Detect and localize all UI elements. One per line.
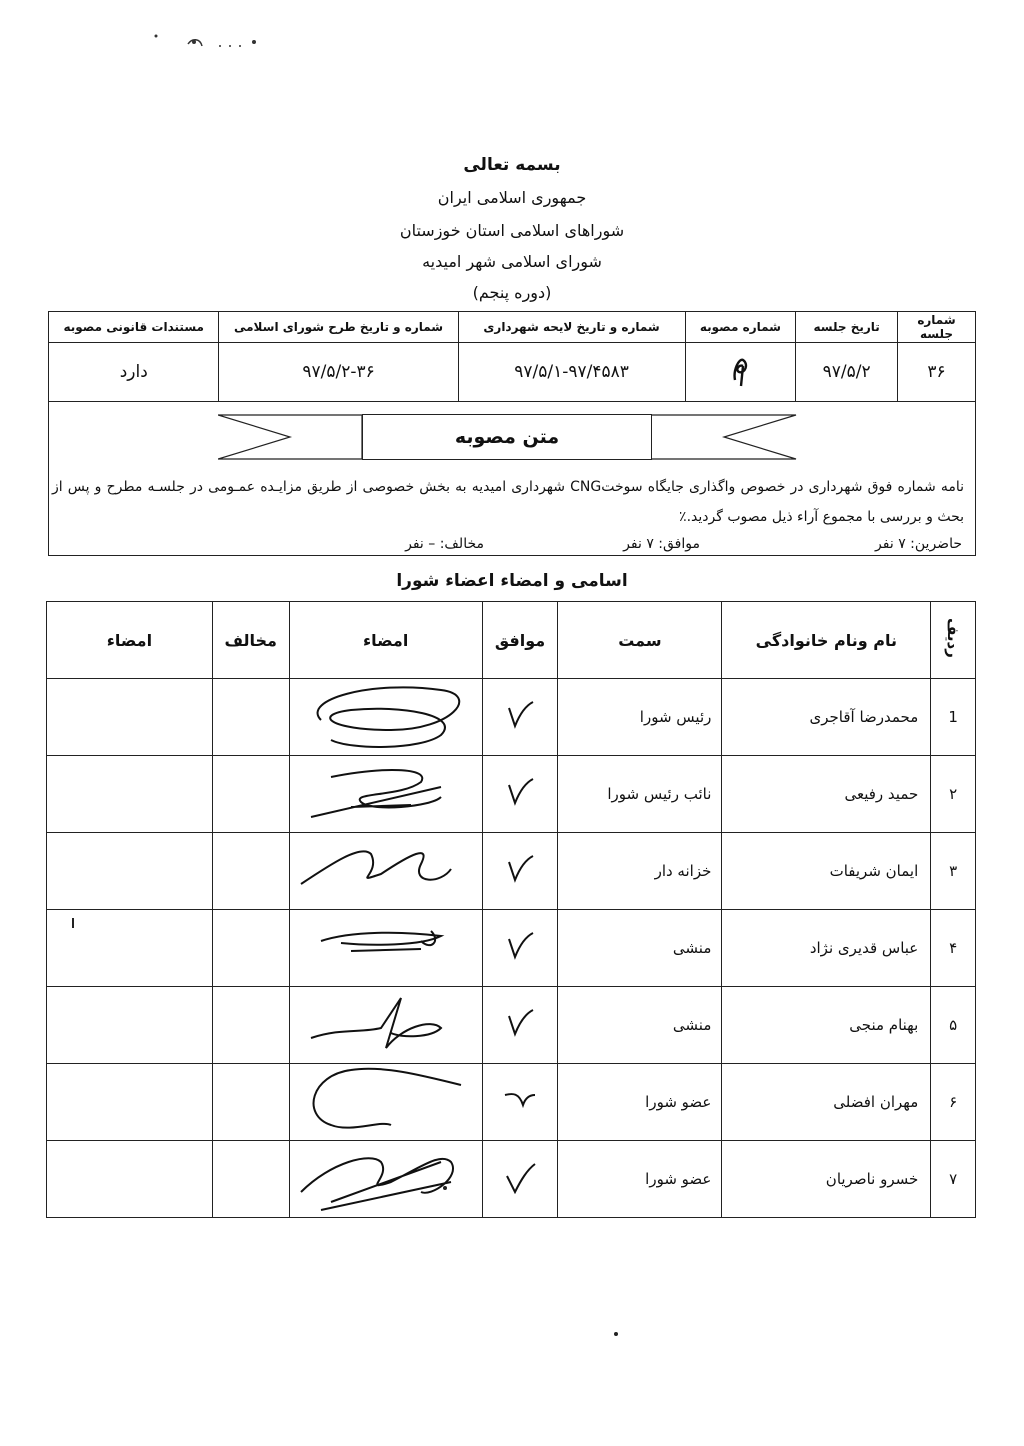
members-header-row: [47, 602, 976, 679]
member-name: حمید رفیعی: [722, 756, 931, 833]
table-row: [47, 679, 976, 756]
agree-count: موافق: ۷ نفر: [623, 536, 700, 552]
signature-mark: [291, 988, 481, 1058]
oppose-cell: [212, 910, 289, 987]
row-number: 1: [931, 679, 976, 756]
signature-2-cell: [47, 1141, 213, 1218]
value-legal-documents: دارد: [49, 343, 219, 402]
header-session-date: تاریخ جلسه: [796, 312, 898, 343]
agree-check: [482, 910, 558, 987]
value-session-date: ۹۷/۵/۲: [796, 343, 898, 402]
signature-cell: [289, 910, 482, 987]
header-plan-number-date: شماره و تاریخ طرح شورای اسلامی: [219, 312, 458, 343]
oppose-cell: [212, 987, 289, 1064]
member-name: محمدرضا آقاجری: [722, 679, 931, 756]
present-count: حاضرین: ۷ نفر: [875, 536, 962, 552]
checkmark-icon: [503, 1160, 537, 1194]
member-name: مهران افضلی: [722, 1064, 931, 1141]
members-title: اسامی و امضاء اعضاء شورا: [396, 571, 628, 591]
oppose-cell: [212, 833, 289, 910]
header-signature-2: امضاء: [47, 602, 213, 679]
value-resolution-number: [685, 343, 796, 402]
scan-dot: [614, 1332, 618, 1336]
signature-cell: [289, 1141, 482, 1218]
header-session-number: شماره جلسه: [897, 312, 975, 343]
city-council-heading: شورای اسلامی شهر امیدیه: [422, 252, 602, 271]
header-position: سمت: [558, 602, 722, 679]
checkmark-icon: [503, 929, 537, 963]
row-number: ۳: [931, 833, 976, 910]
agree-check: [482, 1064, 558, 1141]
row-number: ۴: [931, 910, 976, 987]
signature-cell: [289, 987, 482, 1064]
checkmark-icon: [503, 775, 537, 809]
table-row: [47, 1141, 976, 1218]
row-number: ۶: [931, 1064, 976, 1141]
resolution-title: متن مصوبه: [362, 414, 652, 460]
oppose-cell: [212, 679, 289, 756]
right-arrow-ornament: [650, 414, 798, 460]
row-number: ۲: [931, 756, 976, 833]
signature-2-cell: [47, 833, 213, 910]
signature-cell: [289, 679, 482, 756]
signature-cell: [289, 756, 482, 833]
signature-mark: [291, 1142, 481, 1212]
member-name: عباس قدیری نژاد: [722, 910, 931, 987]
row-number: ۷: [931, 1141, 976, 1218]
signature-mark: [291, 911, 481, 981]
resolution-text: نامه شماره فوق شهرداری در خصوص واگذاری جایگاه سوختCNG شهرداری امیدیه به بخش خصوصی از طریق مزایـده عمـومی در جلسـه مطرح و پس از بحث و بررسی با مجموع آراء ذیل مصوب گردید.٪: [52, 479, 964, 525]
table-row: [47, 756, 976, 833]
session-info-table: [48, 311, 976, 402]
header-bill-number-date: شماره و تاریخ لایحه شهرداری: [458, 312, 685, 343]
signature-2-cell: [47, 756, 213, 833]
signature-cell: [289, 1064, 482, 1141]
member-position: عضو شورا: [558, 1064, 722, 1141]
handwritten-resolution-number: [725, 350, 755, 390]
checkmark-icon: [503, 1006, 537, 1040]
country-heading: جمهوری اسلامی ایران: [437, 188, 587, 207]
agree-check: [482, 756, 558, 833]
checkmark-icon: [503, 698, 537, 732]
header-oppose: مخالف: [212, 602, 289, 679]
signature-2-cell: [47, 987, 213, 1064]
header-agree: موافق: [482, 602, 558, 679]
province-councils-heading: شوراهای اسلامی استان خوزستان: [399, 221, 625, 240]
signature-mark: [291, 834, 481, 904]
value-plan-number-date: ۹۷/۵/۲-۳۶: [219, 343, 458, 402]
agree-check: [482, 1141, 558, 1218]
member-position: عضو شورا: [558, 1141, 722, 1218]
scan-dot: [72, 918, 74, 928]
signature-2-cell: [47, 679, 213, 756]
bismillah-heading: بسمه تعالی: [463, 155, 561, 175]
header-row-number: ردیف: [931, 602, 976, 679]
agree-check: [482, 679, 558, 756]
table-row: [47, 987, 976, 1064]
oppose-cell: [212, 1141, 289, 1218]
value-session-number: ۳۶: [897, 343, 975, 402]
header-name: نام ونام خانوادگی: [722, 602, 931, 679]
member-name: ایمان شریفات: [722, 833, 931, 910]
table-row: [47, 1064, 976, 1141]
header-resolution-number: شماره مصوبه: [685, 312, 796, 343]
signature-mark: [291, 1065, 481, 1135]
member-position: خزانه دار: [558, 833, 722, 910]
scan-dot: [443, 1186, 447, 1190]
signature-mark: [291, 680, 481, 750]
table-row: [47, 910, 976, 987]
agree-check: [482, 987, 558, 1064]
header-signature: امضاء: [289, 602, 482, 679]
member-position: منشی: [558, 910, 722, 987]
signature-mark: [291, 757, 481, 827]
header-legal-documents: مستندات قانونی مصوبه: [49, 312, 219, 343]
member-position: نائب رئیس شورا: [558, 756, 722, 833]
scan-noise-marks: [150, 30, 270, 54]
member-position: منشی: [558, 987, 722, 1064]
oppose-cell: [212, 1064, 289, 1141]
signature-2-cell: [47, 1064, 213, 1141]
table-row: [47, 833, 976, 910]
period-heading: (دوره پنجم): [472, 283, 552, 302]
member-position: رئیس شورا: [558, 679, 722, 756]
checkmark-icon: [503, 1083, 537, 1117]
member-name: بهنام منجی: [722, 987, 931, 1064]
members-table: [46, 601, 976, 1218]
value-bill-number-date: ۹۷/۵/۱-۹۷/۴۵۸۳: [458, 343, 685, 402]
oppose-cell: [212, 756, 289, 833]
agree-check: [482, 833, 558, 910]
oppose-count: مخالف: – نفر: [405, 536, 484, 552]
left-arrow-ornament: [218, 414, 364, 460]
checkmark-icon: [503, 852, 537, 886]
row-number: ۵: [931, 987, 976, 1064]
member-name: خسرو ناصریان: [722, 1141, 931, 1218]
signature-cell: [289, 833, 482, 910]
